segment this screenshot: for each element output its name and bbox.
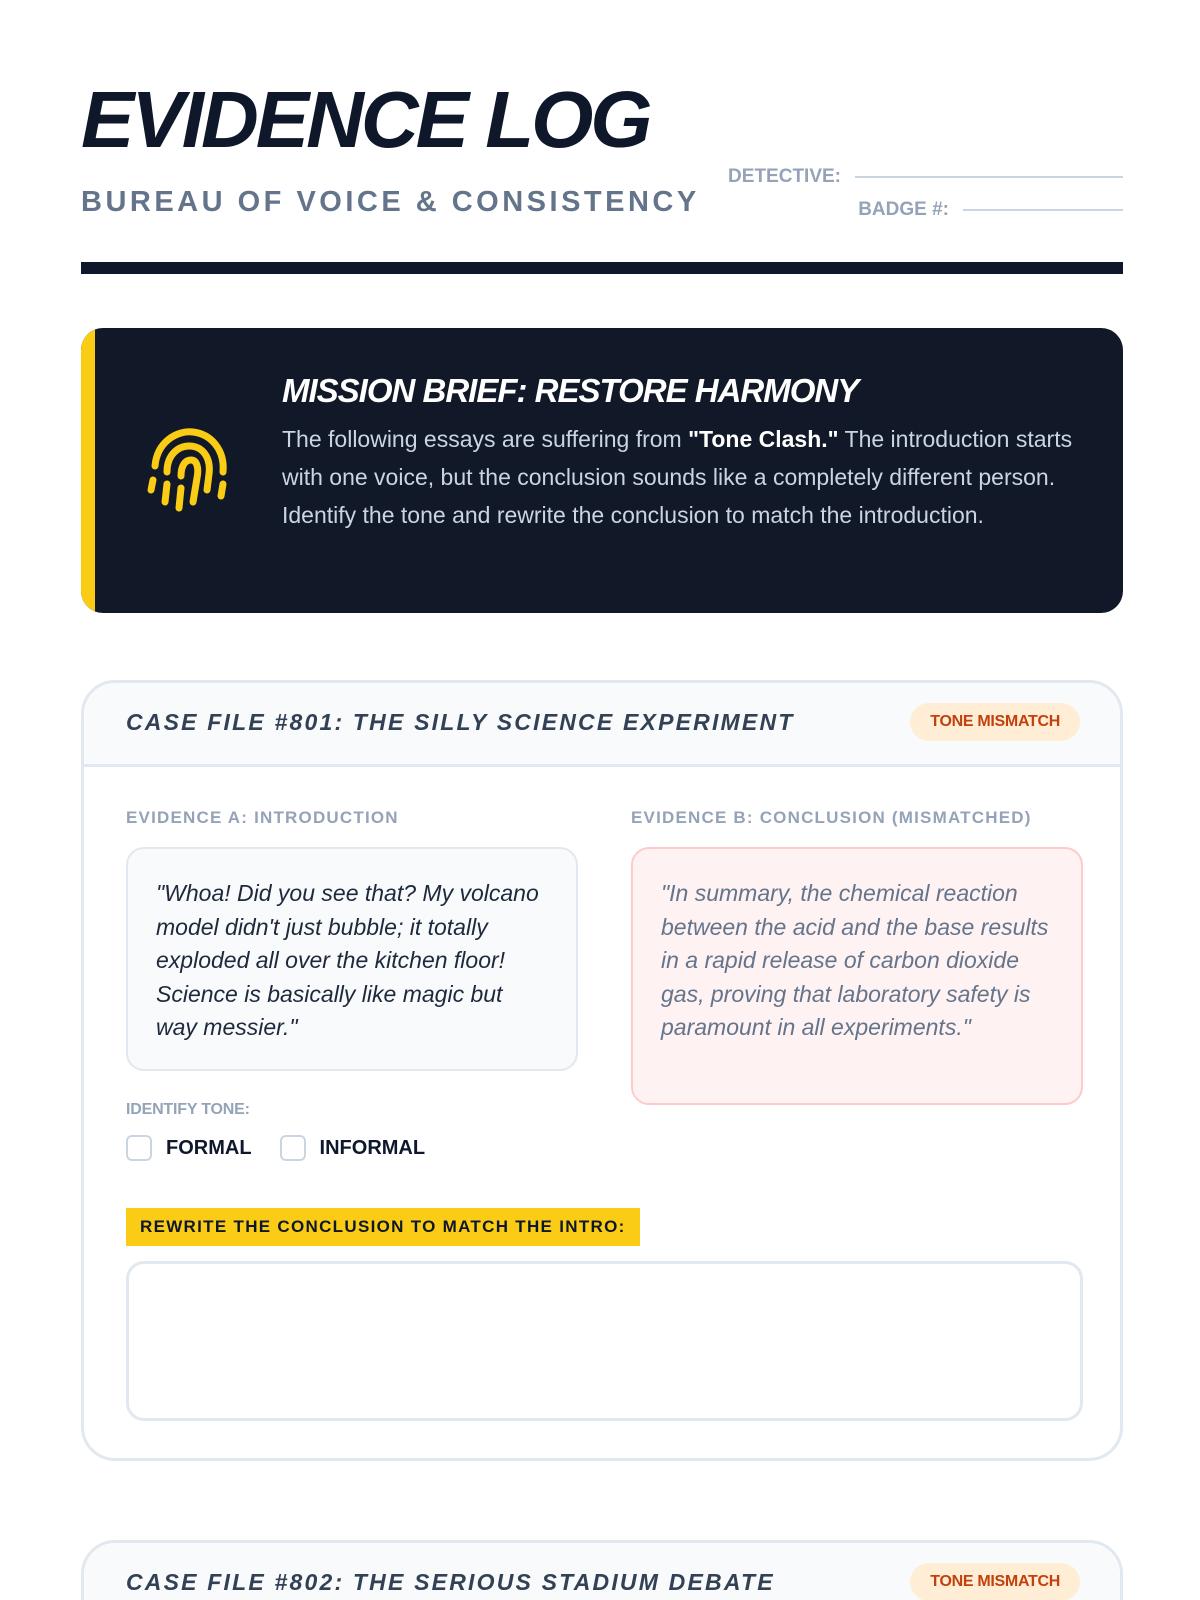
header-divider [81,262,1123,274]
informal-checkbox[interactable] [280,1135,306,1161]
detective-label: DETECTIVE: [728,165,841,187]
tone-option-formal[interactable] [126,1135,252,1161]
evidence-a-label: EVIDENCE A: INTRODUCTION [126,808,399,827]
evidence-a-text: "Whoa! Did you see that? My volcano model didn't just bubble; it totally exploded all over the kitchen floor! Science is basically like magic but way messier." [126,847,578,1071]
badge-field[interactable] [723,193,1123,226]
case-file-801 [81,680,1123,1461]
brief-body-start: The following essays are suffering from [282,426,689,452]
identify-tone-label: IDENTIFY TONE: [126,1101,250,1118]
badge-line[interactable] [963,209,1123,211]
detective-line[interactable] [855,176,1123,178]
detective-field[interactable] [723,160,1123,193]
informal-label: INFORMAL [319,1136,426,1159]
brief-body [282,420,1082,534]
case-header [84,683,1120,767]
rewrite-label: REWRITE THE CONCLUSION TO MATCH THE INTRO: [126,1208,640,1246]
page-subtitle: BUREAU OF VOICE & CONSISTENCY [81,186,700,218]
page-header [81,75,1123,220]
evidence-b-label: EVIDENCE B: CONCLUSION (MISMATCHED) [631,808,1032,827]
evidence-b-text: "In summary, the chemical reaction between the acid and the base results in a rapid release of carbon dioxide gas, proving that laboratory safety is paramount in all experiments." [631,847,1083,1105]
detective-fields [723,160,1123,226]
brief-body-end: The introduction starts with one voice, but the conclusion sounds like a completely different person. Identify the tone and rewrite the conclusion to match the introduction. [282,426,1073,528]
case-title: CASE FILE #801: THE SILLY SCIENCE EXPERIMENT [126,709,795,735]
rewrite-textarea[interactable] [126,1261,1083,1421]
fingerprint-icon [137,420,237,520]
tone-options [126,1135,453,1161]
badge-label: BADGE #: [858,198,949,220]
formal-label: FORMAL [166,1136,252,1159]
status-badge: TONE MISMATCH [910,703,1080,741]
page-title: EVIDENCE LOG [81,75,650,164]
formal-checkbox[interactable] [126,1135,152,1161]
status-badge: TONE MISMATCH [910,1563,1080,1600]
case-header [84,1543,1120,1600]
brief-body-emphasis: "Tone Clash." [688,426,839,452]
tone-option-informal[interactable] [280,1135,426,1161]
brief-title: MISSION BRIEF: RESTORE HARMONY [282,372,859,409]
case-title: CASE FILE #802: THE SERIOUS STADIUM DEBATE [126,1569,775,1595]
case-file-802 [81,1540,1123,1600]
mission-brief [81,328,1123,613]
brief-accent-bar [81,328,95,613]
